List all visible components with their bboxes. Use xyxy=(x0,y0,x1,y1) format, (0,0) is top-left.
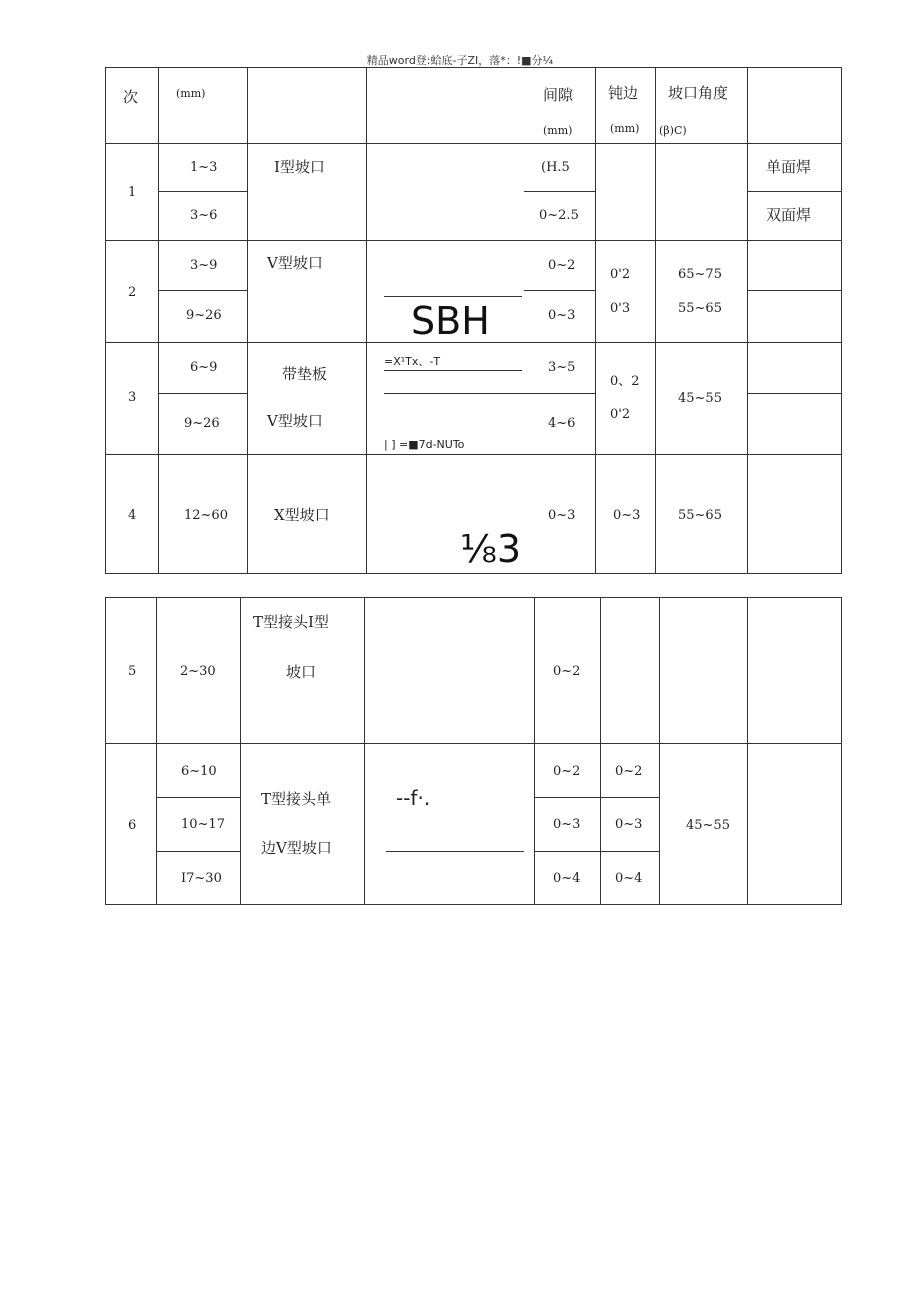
figure-fragment: --f·. xyxy=(396,786,431,810)
header-seq: 次 xyxy=(123,88,139,106)
groove-type: I型坡口 xyxy=(274,158,325,176)
grid-line xyxy=(747,598,748,904)
groove-type: V型坡口 xyxy=(267,254,323,272)
thickness-cell: 1~3 xyxy=(190,160,218,175)
header-gap-unit: (mm) xyxy=(543,124,573,137)
row-split xyxy=(158,191,247,192)
page-header: 精品word登:蛤底-子ZI，落*：!■分¼ xyxy=(366,54,554,67)
thickness-cell: I7~30 xyxy=(181,871,222,886)
weld-note: 单面焊 xyxy=(766,158,812,176)
groove-type: V型坡口 xyxy=(267,412,323,430)
groove-type: 坡口 xyxy=(286,663,317,681)
row-split xyxy=(384,393,595,394)
row-split xyxy=(747,191,841,192)
thickness-cell: 9~26 xyxy=(184,416,220,431)
thickness-cell: 9~26 xyxy=(186,308,222,323)
row-number: 4 xyxy=(128,508,137,523)
grid-line xyxy=(364,598,365,904)
blunt-cell: 0~3 xyxy=(615,817,643,832)
row-split xyxy=(747,290,841,291)
row-separator xyxy=(106,143,841,144)
figure-fragment: =X¹Tx、-T xyxy=(384,355,441,368)
thickness-cell: 6~10 xyxy=(181,764,217,779)
row-separator xyxy=(106,454,841,455)
figure-line xyxy=(384,296,522,297)
row-split xyxy=(158,290,247,291)
header-angle: 坡口角度 xyxy=(668,84,729,102)
groove-type: T型接头单 xyxy=(261,790,332,808)
blunt-cell: 0、2 xyxy=(610,374,640,389)
thickness-cell: 12~60 xyxy=(184,508,228,523)
thickness-cell: 2~30 xyxy=(180,664,216,679)
row-separator xyxy=(106,240,841,241)
grid-line xyxy=(534,598,535,904)
row-separator xyxy=(106,743,841,744)
blunt-cell: 0'3 xyxy=(610,301,631,316)
angle-cell: 45~55 xyxy=(686,818,730,833)
row-split xyxy=(534,797,659,798)
gap-cell: 3~5 xyxy=(548,360,576,375)
row-number: 6 xyxy=(128,818,137,833)
figure-line xyxy=(386,851,524,852)
header-thickness-unit: (mm) xyxy=(176,87,206,100)
grid-line xyxy=(156,598,157,904)
blunt-cell: 0~2 xyxy=(615,764,643,779)
gap-cell: 0~3 xyxy=(548,508,576,523)
figure-label: SBH xyxy=(411,299,490,343)
row-number: 3 xyxy=(128,390,137,405)
grid-line xyxy=(659,598,660,904)
row-split xyxy=(156,797,240,798)
blunt-cell: 0~3 xyxy=(613,508,641,523)
angle-cell: 55~65 xyxy=(678,508,722,523)
gap-cell: 0~3 xyxy=(553,817,581,832)
row-split xyxy=(524,191,595,192)
groove-type: X型坡口 xyxy=(274,506,330,524)
groove-table-1 xyxy=(105,67,842,574)
angle-cell: 45~55 xyxy=(678,391,722,406)
thickness-cell: 10~17 xyxy=(181,817,225,832)
figure-label: ⅛3 xyxy=(460,527,522,571)
blunt-cell: 0~4 xyxy=(615,871,643,886)
blunt-cell: 0'2 xyxy=(610,267,631,282)
thickness-cell: 3~6 xyxy=(190,208,218,223)
grid-line xyxy=(240,598,241,904)
header-blunt: 钝边 xyxy=(608,84,639,102)
weld-note: 双面焊 xyxy=(766,206,812,224)
header-gap: 间隙 xyxy=(543,86,574,104)
header-angle-unit: (β)C) xyxy=(659,124,687,137)
groove-type: 边V型坡口 xyxy=(261,839,332,857)
row-number: 2 xyxy=(128,285,137,300)
gap-cell: 4~6 xyxy=(548,416,576,431)
gap-cell: 0~2.5 xyxy=(539,208,579,223)
blunt-cell: 0'2 xyxy=(610,407,631,422)
header-blunt-unit: (mm) xyxy=(610,122,640,135)
row-number: 5 xyxy=(128,664,137,679)
groove-table-2 xyxy=(105,597,842,905)
groove-type: 带垫板 xyxy=(282,365,328,383)
gap-cell: 0~2 xyxy=(553,764,581,779)
angle-cell: 65~75 xyxy=(678,267,722,282)
row-number: 1 xyxy=(128,185,137,200)
figure-fragment: | ] =■7d-NUTo xyxy=(384,438,465,451)
row-split xyxy=(524,290,595,291)
row-split xyxy=(747,393,841,394)
gap-cell: 0~2 xyxy=(553,664,581,679)
row-split xyxy=(534,851,659,852)
gap-cell: 0~2 xyxy=(548,258,576,273)
thickness-cell: 6~9 xyxy=(190,360,218,375)
thickness-cell: 3~9 xyxy=(190,258,218,273)
groove-type: T型接头I型 xyxy=(253,613,329,631)
gap-cell: (H.5 xyxy=(541,160,570,175)
row-split xyxy=(158,393,247,394)
grid-line xyxy=(600,598,601,904)
gap-cell: 0~4 xyxy=(553,871,581,886)
angle-cell: 55~65 xyxy=(678,301,722,316)
gap-cell: 0~3 xyxy=(548,308,576,323)
row-split xyxy=(156,851,240,852)
figure-line xyxy=(384,370,522,371)
